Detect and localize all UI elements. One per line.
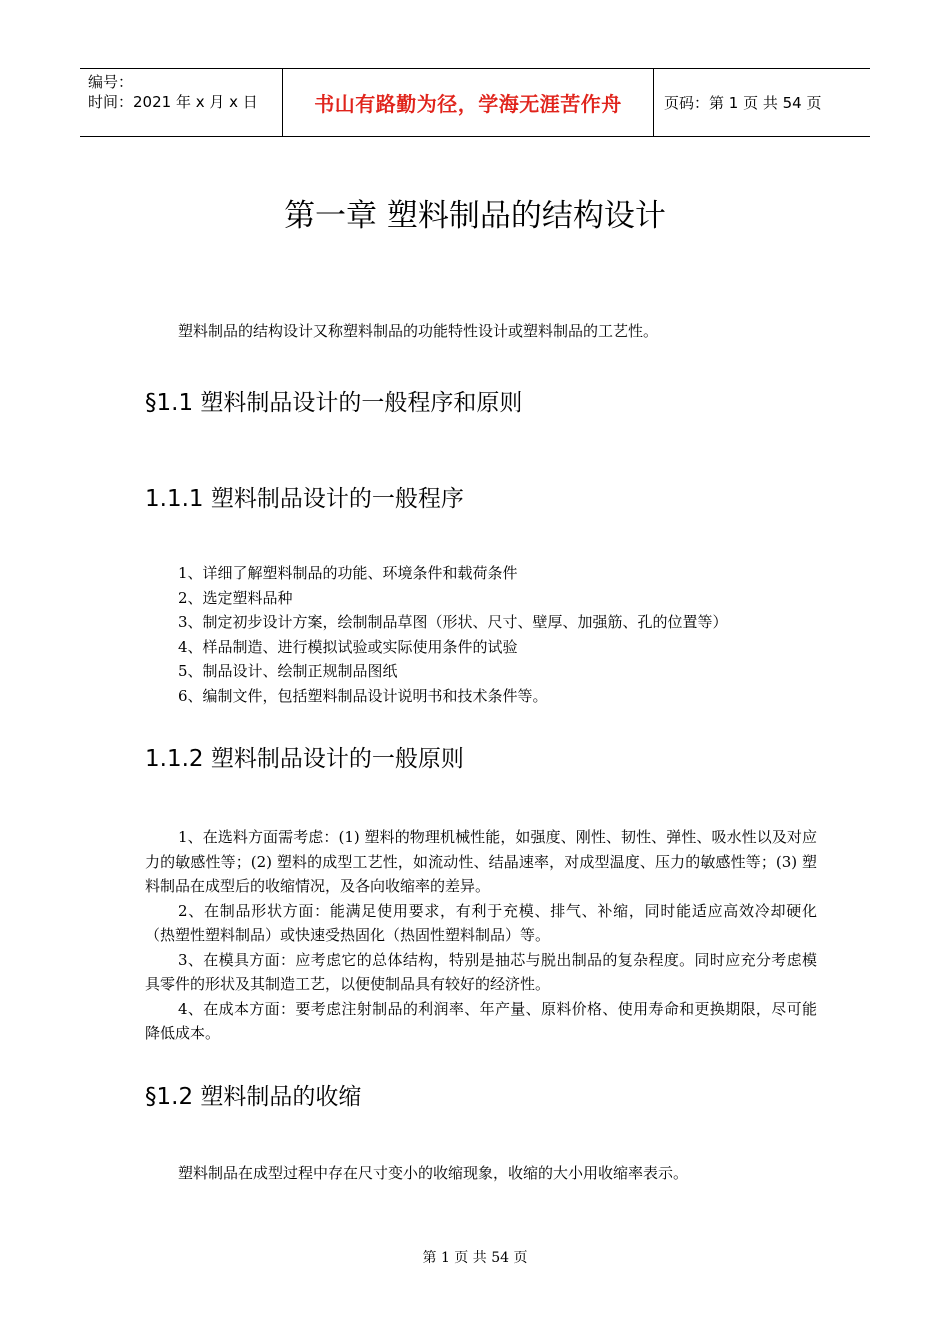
motto-text: 书山有路勤为径，学海无涯苦作舟 (314, 92, 622, 116)
list-item: 4、样品制造、进行模拟试验或实际使用条件的试验 (178, 637, 518, 656)
page-footer: 第 1 页 共 54 页 (422, 1250, 528, 1266)
principle-paragraph: 3、在模具方面：应考虑它的总体结构，特别是抽芯与脱出制品的复杂程度。同时应充分考虑模具零件的形状及其制造工艺，以便使制品具有较好的经济性。 (145, 950, 817, 993)
principle-paragraph: 4、在成本方面：要考虑注射制品的利润率、年产量、原料价格、使用寿命和更换期限，尽可能降低成本。 (145, 999, 817, 1042)
chapter-title: 第一章 塑料制品的结构设计 (284, 198, 666, 234)
list-item: 6、编制文件，包括塑料制品设计说明书和技术条件等。 (178, 686, 548, 705)
subsection-heading-1-1-2: 1.1.2 塑料制品设计的一般原则 (145, 746, 464, 772)
subsection-heading-1-1-1: 1.1.1 塑料制品设计的一般程序 (145, 486, 464, 512)
principle-paragraph: 1、在选料方面需考虑：(1) 塑料的物理机械性能，如强度、刚性、韧性、弹性、吸水性以及对应力的敏感性等；(2) 塑料的成型工艺性，如流动性、结晶速率，对成型温度、压力的敏感性等；(3) 塑料制品在成型后的收缩情况，及各向收缩率的差异。 (145, 828, 817, 895)
shrinkage-paragraph: 塑料制品在成型过程中存在尺寸变小的收缩现象，收缩的大小用收缩率表示。 (178, 1164, 689, 1182)
header-page-info-cell (654, 69, 870, 136)
principles-block (145, 825, 817, 1046)
list-item: 3、制定初步设计方案，绘制制品草图（形状、尺寸、壁厚、加强筋、孔的位置等） (178, 613, 728, 632)
date-label: 时间：2021 年 x 月 x 日 (88, 93, 258, 111)
list-item: 5、制品设计、绘制正规制品图纸 (178, 662, 398, 681)
header-left-cell (80, 69, 282, 136)
section-heading-1-2: §1.2 塑料制品的收缩 (145, 1084, 362, 1110)
page-header (80, 68, 870, 137)
intro-paragraph: 塑料制品的结构设计又称塑料制品的功能特性设计或塑料制品的工艺性。 (178, 322, 659, 340)
page-info: 页码：第 1 页 共 54 页 (664, 94, 822, 112)
list-item: 1、详细了解塑料制品的功能、环境条件和载荷条件 (178, 564, 518, 582)
list-item: 2、选定塑料品种 (178, 588, 293, 607)
section-heading-1-1: §1.1 塑料制品设计的一般程序和原则 (145, 390, 523, 416)
principle-paragraph: 2、在制品形状方面：能满足使用要求，有利于充模、排气、补缩，同时能适应高效冷却硬化（热塑性塑料制品）或快速受热固化（热固性塑料制品）等。 (145, 901, 817, 944)
procedure-list (178, 561, 728, 709)
header-motto-cell (282, 69, 654, 136)
number-label: 编号： (88, 73, 134, 91)
